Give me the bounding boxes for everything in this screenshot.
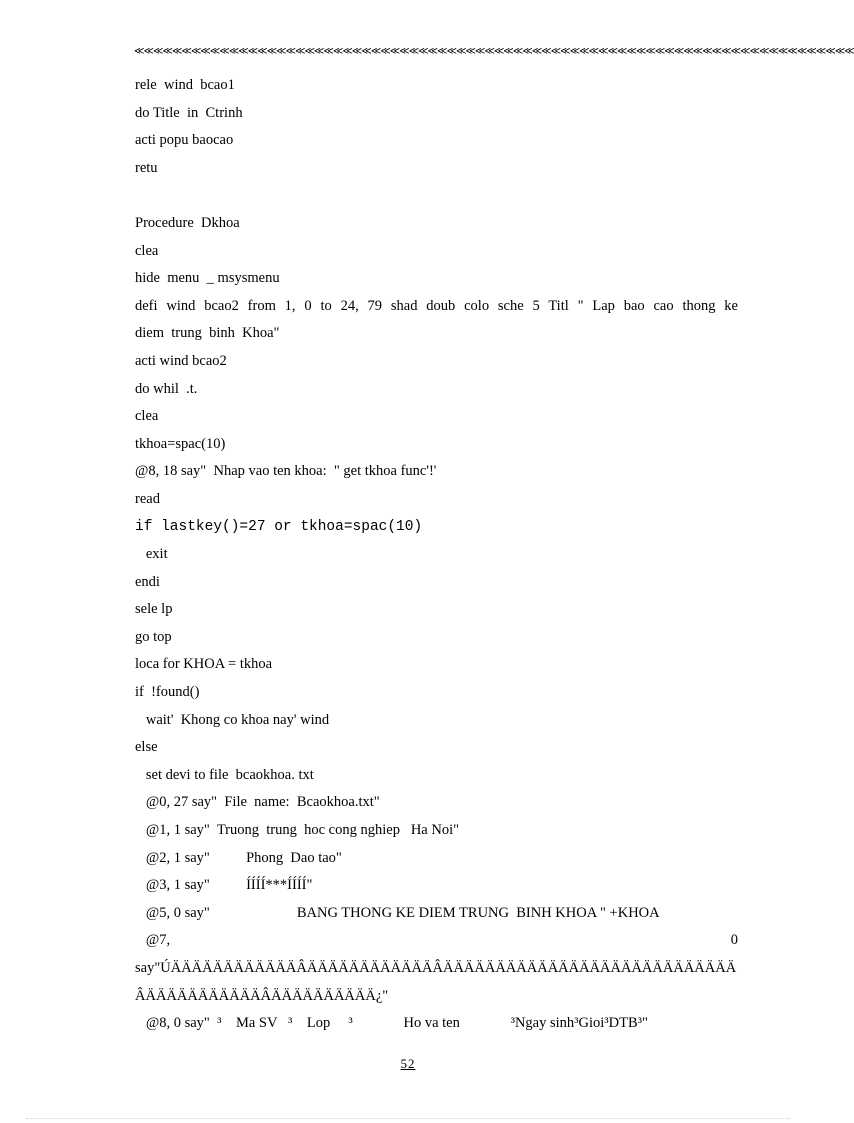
code-line: @5, 0 say" BANG THONG KE DIEM TRUNG BINH KHOA " +KHOA: [135, 904, 660, 921]
code-line: sele lp: [135, 601, 173, 618]
blank-line: [135, 182, 738, 210]
code-line: @3, 1 say" ÍÍÍÍ***ÍÍÍÍ": [135, 877, 313, 894]
code-line-right: 0: [730, 932, 738, 949]
code-line: read: [135, 490, 160, 507]
code-line: do whil .t.: [135, 380, 198, 397]
code-line: rele wind bcao1: [135, 77, 235, 93]
code-line: say"ÚÄÄÄÄÄÄÄÄÄÄÄÄÂÄÄÄÄÄÄÄÄÄÄÄÄÂÄÄÄÄÄÄÄÄÄÄÄÄÄÄÄÄÄÄÄÄÄÄÄÄÄÄÄÄ: [135, 960, 737, 976]
code-line: Procedure Dkhoa: [135, 214, 240, 231]
code-line: acti wind bcao2: [135, 352, 227, 369]
code-line: retu: [135, 159, 158, 176]
code-line: @2, 1 say" Phong Dao tao": [135, 849, 342, 866]
code-line: @0, 27 say" File name: Bcaokhoa.txt": [135, 794, 380, 811]
code-line: @8, 0 say" ³ Ma SV ³ Lop ³ Ho va ten ³Ngay sinh³Gioi³DTB³": [135, 1015, 648, 1032]
code-line: loca for KHOA = tkhoa: [135, 656, 273, 673]
code-line: clea: [135, 408, 159, 425]
code-line: defi wind bcao2 from 1, 0 to 24, 79 shad doub colo sche 5 Titl " Lap bao cao thong ke: [135, 297, 738, 314]
code-line: @1, 1 say" Truong trung hoc cong nghiep Ha Noi": [135, 822, 460, 839]
code-line: clea: [135, 242, 159, 259]
page-number: 52: [400, 1056, 416, 1071]
code-line: set devi to file bcaokhoa. txt: [135, 766, 314, 783]
code-line-left: @7,: [135, 932, 171, 949]
decorative-border: ≪≪≪≪≪≪≪≪≪≪≪≪≪≪≪≪≪≪≪≪≪≪≪≪≪≪≪≪≪≪≪≪≪≪≪≪≪≪≪≪≪≪≪≪≪≪≪≪≪≪≪≪≪≪≪≪≪≪≪≪≪≪≪≪≪≪≪≪≪≪≪≪≪≪≪≪: [134, 46, 854, 57]
code-line: endi: [135, 573, 160, 590]
code-line: ÂÄÄÄÄÄÄÄÄÄÄÄÂÄÄÄÄÄÄÄÄÄÄ¿": [135, 987, 389, 1004]
code-line-split: [135, 927, 738, 955]
code-line: else: [135, 739, 158, 756]
code-line: do Title in Ctrinh: [135, 104, 243, 121]
code-line: if !found(): [135, 684, 200, 701]
code-line-monospace: if lastkey()=27 or tkhoa=spac(10): [135, 518, 423, 535]
code-line: diem trung binh Khoa": [135, 325, 280, 342]
code-line: exit: [135, 546, 168, 563]
code-line: tkhoa=spac(10): [135, 435, 226, 452]
bottom-divider: [26, 1118, 790, 1119]
code-listing: [135, 72, 738, 1038]
code-line: go top: [135, 628, 172, 645]
code-line: hide menu _ msysmenu: [135, 270, 280, 287]
code-line: @8, 18 say" Nhap vao ten khoa: " get tkhoa func'!': [135, 463, 437, 480]
code-line: wait' Khong co khoa nay' wind: [135, 711, 330, 728]
code-line: acti popu baocao: [135, 132, 234, 149]
